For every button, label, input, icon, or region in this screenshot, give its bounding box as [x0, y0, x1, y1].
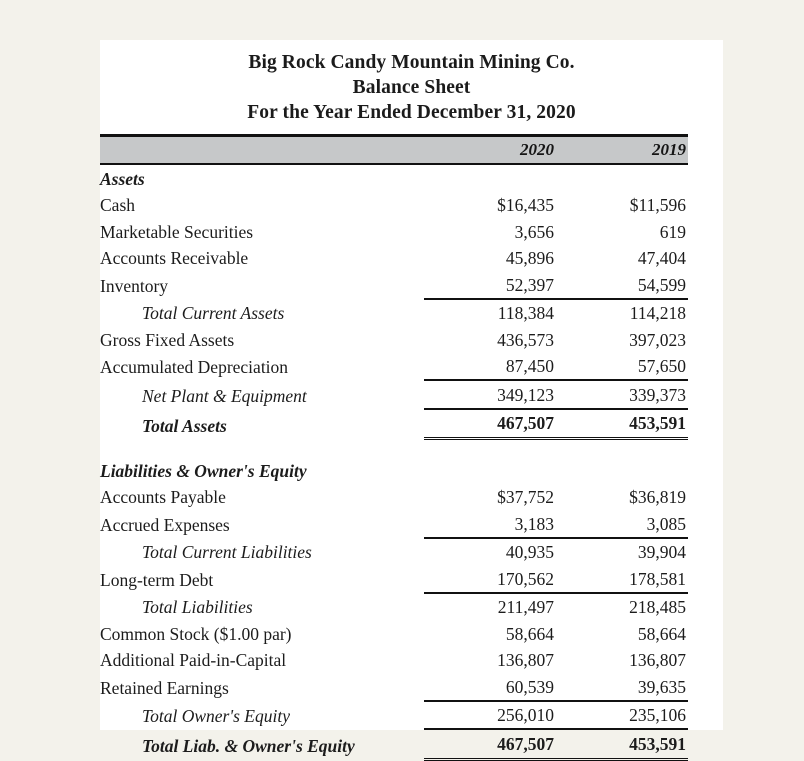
- row-value-2020: 211,497: [424, 593, 556, 621]
- row-label: Marketable Securities: [100, 221, 254, 242]
- total-liabilities-equity-row: [100, 729, 688, 759]
- statement-period: For the Year Ended December 31, 2020: [247, 102, 576, 123]
- row-value-2020: 52,397: [505, 274, 554, 295]
- row-label: Inventory: [100, 275, 169, 296]
- balance-sheet-table: [100, 134, 688, 761]
- row-value-2019: $36,819: [629, 487, 686, 507]
- spacer-label: [100, 439, 424, 458]
- spacer-2020: [424, 439, 556, 458]
- statement-title: Balance Sheet: [352, 77, 471, 98]
- spacer-2019: [556, 439, 688, 458]
- row-value-2020: 87,450: [505, 356, 554, 376]
- table-row: [100, 647, 688, 674]
- row-value-2019: 114,218: [556, 299, 688, 327]
- section-blank-2019: [556, 457, 688, 484]
- table-row: [100, 484, 688, 511]
- row-value-2020: 60,539: [505, 676, 554, 697]
- row-value-2020: $37,752: [497, 487, 554, 507]
- table-row: [100, 620, 688, 647]
- row-value-2019: $11,596: [629, 195, 686, 215]
- row-value-2019: 453,591: [556, 409, 688, 439]
- row-value-2019: 57,650: [637, 356, 686, 376]
- row-value-2019: 3,085: [646, 513, 686, 534]
- row-value-2020: 118,384: [424, 299, 556, 327]
- row-value-2019: 136,807: [629, 650, 686, 670]
- row-value-2020: 467,507: [424, 409, 556, 439]
- subtotal-row: [100, 593, 688, 621]
- row-value-2019: 54,599: [637, 274, 686, 295]
- row-value-2020: 170,562: [497, 568, 554, 589]
- section-label: Liabilities & Owner's Equity: [100, 460, 307, 481]
- section-heading-assets: [100, 164, 688, 192]
- row-value-2019: 39,904: [556, 538, 688, 566]
- row-value-2019: 58,664: [637, 623, 686, 644]
- row-value-2019: 619: [659, 221, 686, 242]
- table-row: [100, 565, 688, 593]
- table-row: [100, 510, 688, 538]
- row-label: Accrued Expenses: [100, 514, 230, 535]
- section-spacer: [100, 439, 688, 458]
- table-row: [100, 673, 688, 701]
- table-row: [100, 271, 688, 299]
- table-row: [100, 192, 688, 219]
- section-heading-liabilities: [100, 457, 688, 484]
- row-value-2019: 218,485: [556, 593, 688, 621]
- table-row: [100, 353, 688, 381]
- row-label: Total Owner's Equity: [142, 706, 290, 726]
- table-row: [100, 245, 688, 272]
- row-label: Total Assets: [142, 415, 227, 436]
- row-value-2020: 256,010: [424, 701, 556, 730]
- row-value-2020: 467,507: [424, 729, 556, 759]
- row-value-2020: 136,807: [497, 650, 554, 670]
- row-value-2020: 45,896: [505, 248, 554, 268]
- row-value-2019: 235,106: [556, 701, 688, 730]
- balance-sheet-card: [100, 40, 723, 756]
- subtotal-row: [100, 380, 688, 409]
- row-value-2019: 339,373: [556, 380, 688, 409]
- table-row: [100, 326, 688, 353]
- row-value-2020: 436,573: [497, 329, 554, 350]
- table-row: [100, 218, 688, 245]
- column-header-label: [100, 136, 424, 165]
- row-value-2020: $16,435: [497, 195, 554, 215]
- row-value-2019: 178,581: [629, 568, 686, 589]
- statement-heading-block: [100, 40, 723, 125]
- row-value-2019: 397,023: [629, 329, 686, 350]
- row-label: Accounts Payable: [100, 487, 226, 507]
- row-label: Accumulated Depreciation: [100, 357, 289, 377]
- subtotal-row: [100, 538, 688, 566]
- row-value-2020: 58,664: [505, 623, 554, 644]
- row-value-2019: 453,591: [556, 729, 688, 759]
- row-label: Accounts Receivable: [100, 248, 249, 268]
- row-label: Common Stock ($1.00 par): [100, 623, 292, 644]
- row-label: Retained Earnings: [100, 677, 229, 698]
- column-header-2020: 2020: [424, 136, 556, 165]
- table-header-row: [100, 136, 688, 165]
- row-value-2020: 3,183: [514, 513, 554, 534]
- row-label: Gross Fixed Assets: [100, 329, 235, 350]
- row-value-2019: 47,404: [637, 248, 686, 268]
- subtotal-row: [100, 701, 688, 730]
- section-blank-2019: [556, 164, 688, 192]
- company-name: Big Rock Candy Mountain Mining Co.: [248, 52, 575, 73]
- row-label: Long-term Debt: [100, 569, 214, 590]
- section-blank-2020: [424, 164, 556, 192]
- row-label: Total Current Assets: [142, 303, 285, 323]
- row-value-2019: 39,635: [637, 676, 686, 697]
- row-label: Additional Paid-in-Capital: [100, 650, 287, 670]
- row-label: Total Liab. & Owner's Equity: [142, 736, 355, 756]
- row-value-2020: 349,123: [424, 380, 556, 409]
- row-label: Cash: [100, 195, 135, 215]
- total-assets-row: [100, 409, 688, 439]
- row-value-2020: 40,935: [424, 538, 556, 566]
- row-label: Total Liabilities: [142, 597, 253, 617]
- section-blank-2020: [424, 457, 556, 484]
- row-label: Net Plant & Equipment: [142, 385, 307, 406]
- subtotal-row: [100, 299, 688, 327]
- row-value-2020: 3,656: [514, 221, 554, 242]
- section-label: Assets: [100, 168, 145, 189]
- row-label: Total Current Liabilities: [142, 542, 312, 562]
- column-header-2019: 2019: [556, 136, 688, 165]
